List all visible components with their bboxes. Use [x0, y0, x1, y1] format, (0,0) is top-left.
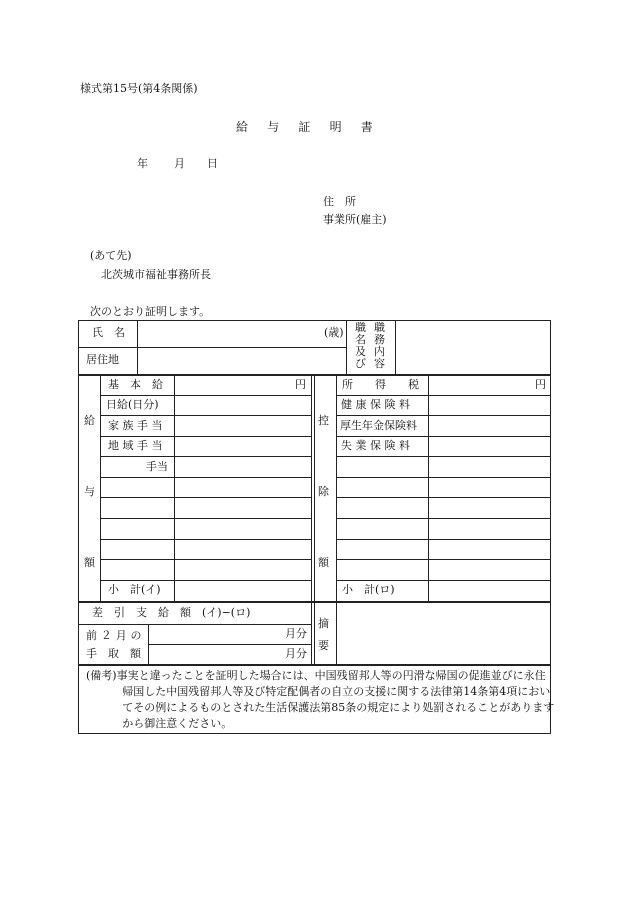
note-text: (備考)事実と違ったことを証明した場合には、中国残留邦人等の円滑な帰国の促進並びに永住帰国した中国残留邦人等及び特定配偶者の自立の支援に関する法律第14条第4項においてその例によるものとされた生活保護法第85条の規定により処罰されることがありますから御注意ください。: [86, 669, 555, 730]
date-year: 年: [137, 157, 148, 170]
salary-value-divider: [174, 375, 175, 602]
form-number: 様式第15号(第4条関係): [80, 82, 198, 95]
note-top-rule: [78, 664, 551, 666]
salary-row-line: [100, 415, 311, 416]
job-field[interactable]: [398, 324, 548, 370]
salary-side-divider: [100, 375, 101, 602]
deduction-row-line: [336, 395, 551, 396]
person-label-divider: [137, 320, 138, 375]
salary-row-line: [100, 456, 311, 457]
deduction-value-field[interactable]: [431, 397, 547, 413]
prev-month-divider: [148, 644, 311, 645]
name-field[interactable]: [140, 325, 320, 343]
job-label-col2: 職務内容: [374, 321, 385, 370]
date-day: 日: [207, 157, 218, 170]
intro-text: 次のとおり証明します。: [90, 305, 211, 318]
person-job-value-divider: [395, 320, 396, 375]
remarks-label-divider: [336, 602, 337, 665]
person-job-divider: [346, 320, 347, 375]
salary-row-line: [100, 580, 311, 581]
center-rule-a: [311, 375, 312, 602]
address-field[interactable]: [140, 350, 340, 370]
salary-side-label-2: 与: [84, 485, 95, 498]
deduction-yen-unit: 円: [535, 378, 546, 391]
addressee-name: 北茨城市福祉事務所長: [101, 268, 211, 281]
deduction-row-unemployment: 失 業 保 険 料: [341, 439, 410, 452]
deduction-row-pension: 厚生年金保険料: [340, 419, 417, 432]
net-divider: [78, 624, 311, 625]
salary-yen-unit: 円: [295, 378, 306, 391]
issuer-address-label: 住 所: [323, 195, 356, 208]
address-label: 居住地: [86, 353, 119, 366]
deduction-row-line: [336, 456, 551, 457]
deduction-row-line: [336, 518, 551, 519]
deduction-row-line: [336, 436, 551, 437]
deduction-side-label-2: 除: [318, 485, 329, 498]
page-title: 給 与 証 明 書: [236, 120, 377, 134]
month-unit-2: 月分: [285, 647, 307, 660]
addressee-label: (あて先): [90, 249, 132, 262]
salary-row-line: [100, 436, 311, 437]
deduction-row-line: [336, 580, 551, 581]
date-month: 月: [174, 157, 185, 170]
salary-row-line: [100, 518, 311, 519]
deduction-side-label-1: 控: [318, 414, 329, 427]
issuer-office-label: 事業所(雇主): [323, 213, 387, 226]
salary-row-line: [100, 477, 311, 478]
salary-row-daily: 日給(日分): [106, 398, 159, 411]
deduction-value-divider: [428, 375, 429, 602]
remarks-divider-b: [314, 602, 315, 665]
salary-side-label-1: 給: [84, 414, 95, 427]
remarks-label-2: 要: [318, 639, 329, 652]
month-unit-1: 月分: [285, 627, 307, 640]
deduction-row-line: [336, 497, 551, 498]
deduction-row-line: [336, 539, 551, 540]
salary-row-line: [100, 539, 311, 540]
salary-row-basic: 基 本 給: [108, 378, 163, 391]
deduction-side-divider: [336, 375, 337, 602]
salary-row-family: 家 族 手 当: [108, 419, 163, 432]
deduction-row-health: 健 康 保 険 料: [341, 398, 410, 411]
salary-row-line: [100, 497, 311, 498]
deduction-row-line: [336, 559, 551, 560]
name-label: 氏 名: [92, 326, 125, 339]
remarks-field[interactable]: [340, 606, 547, 661]
remarks-divider-a: [311, 602, 312, 665]
prev-label-divider: [148, 624, 149, 665]
center-rule-b: [314, 375, 315, 602]
net-pay-label: 差 引 支 給 額 (イ)−(ロ): [92, 606, 251, 619]
salary-row-allowance: 手当: [146, 460, 168, 473]
age-unit: (歳): [324, 326, 344, 339]
deduction-row-income-tax: 所 得 税: [342, 378, 419, 391]
salary-row-regional: 地 域 手 当: [108, 439, 163, 452]
prev-net-label-2: 手 取 額: [86, 647, 141, 660]
salary-side-label-3: 額: [84, 556, 95, 569]
salary-value-field[interactable]: [177, 397, 307, 413]
remarks-label-1: 摘: [318, 617, 329, 630]
salary-row-line: [100, 395, 311, 396]
deduction-row-line: [336, 415, 551, 416]
prev-net-label-1: 前２月の: [86, 629, 146, 642]
job-label-col1: 職名及び: [355, 321, 366, 370]
deduction-row-line: [336, 477, 551, 478]
person-divider: [78, 347, 346, 348]
salary-row-line: [100, 559, 311, 560]
salary-subtotal-label: 小 計(イ): [108, 583, 161, 596]
deduction-subtotal-label: 小 計(ロ): [342, 583, 395, 596]
deduction-side-label-3: 額: [318, 556, 329, 569]
